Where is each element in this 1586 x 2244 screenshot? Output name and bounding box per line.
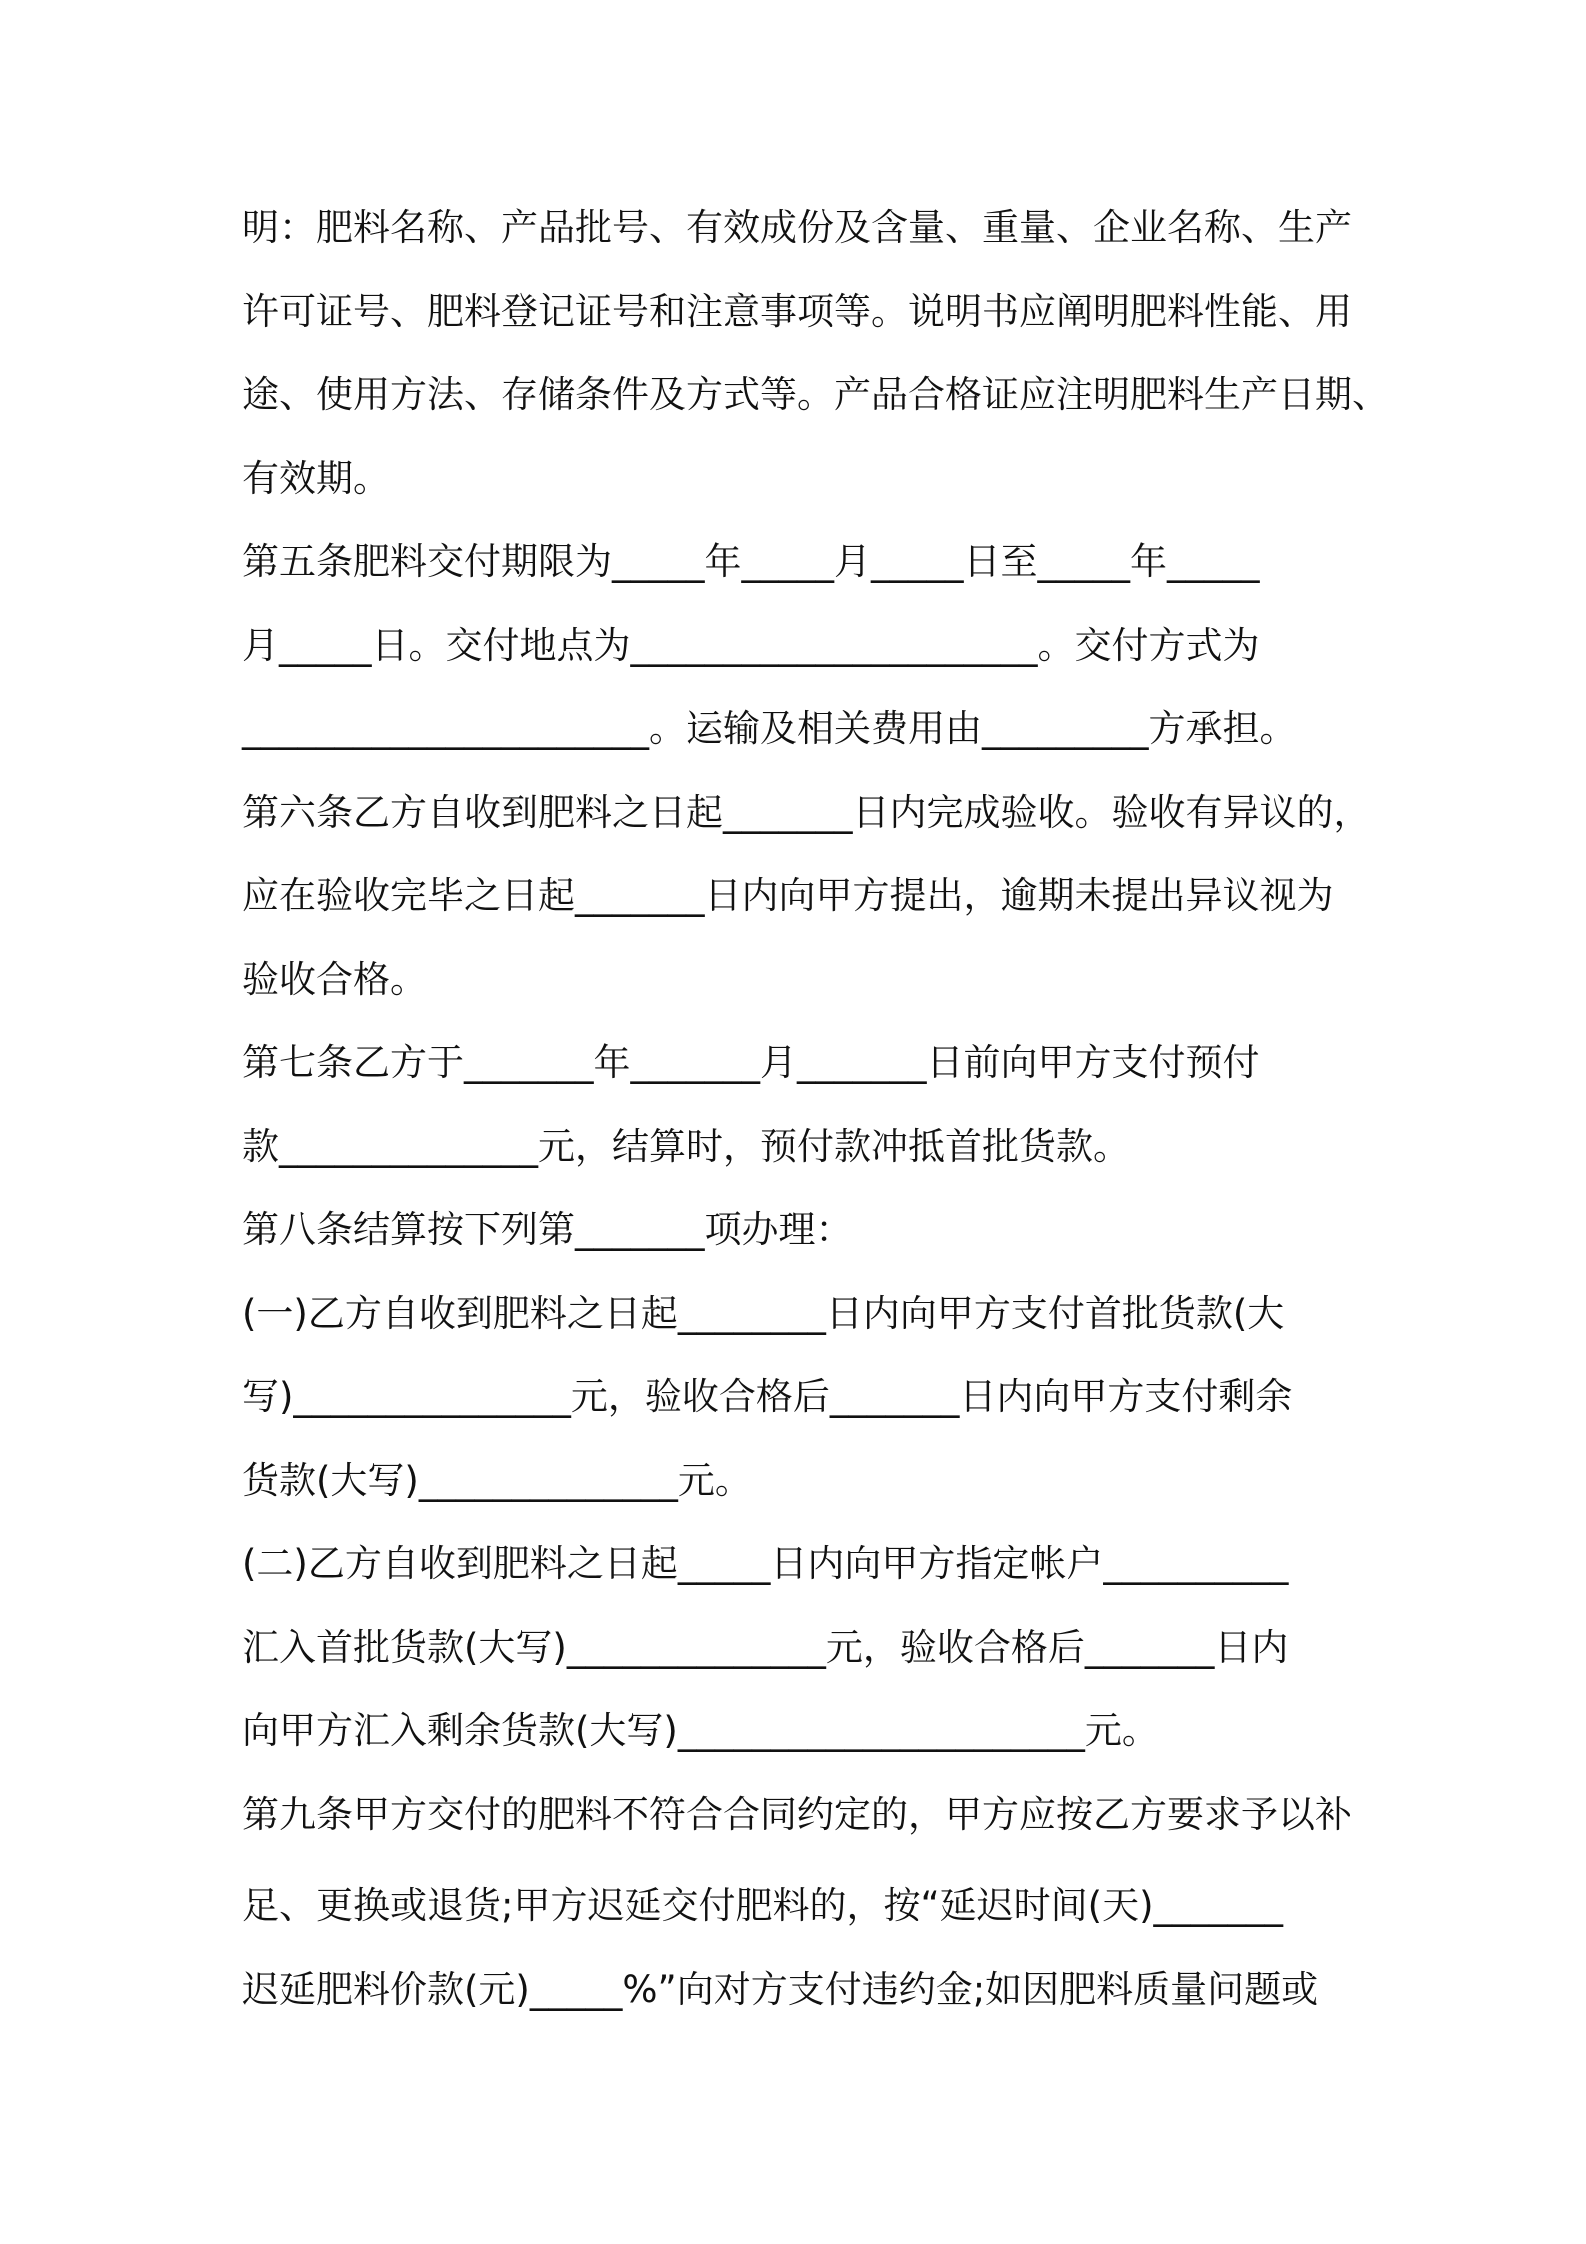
- text-line: (二)乙方自收到肥料之日起_____日内向甲方指定帐户__________: [242, 1542, 1289, 1585]
- text-line: 款______________元，结算时，预付款冲抵首批货款。: [242, 1125, 1130, 1168]
- text-line: ______________________。运输及相关费用由_________方承担。: [242, 707, 1297, 750]
- text-line: 写)_______________元，验收合格后_______日内向甲方支付剩余: [242, 1375, 1293, 1418]
- text-line: 汇入首批货款(大写)______________元，验收合格后_______日内: [242, 1626, 1289, 1669]
- text-line: 迟延肥料价款(元)_____%”向对方支付违约金;如因肥料质量问题或: [242, 1968, 1319, 2011]
- text-line: 月_____日。交付地点为______________________。交付方式为: [242, 624, 1260, 667]
- text-line: 验收合格。: [242, 958, 427, 1001]
- text-line: 许可证号、肥料登记证号和注意事项等。说明书应阐明肥料性能、用: [242, 290, 1352, 333]
- text-line: 足、更换或退货;甲方迟延交付肥料的，按“延迟时间(天)_______: [242, 1884, 1284, 1927]
- text-line: 第九条甲方交付的肥料不符合合同约定的，甲方应按乙方要求予以补: [242, 1793, 1352, 1836]
- text-line: 货款(大写)______________元。: [242, 1459, 752, 1502]
- text-line: 应在验收完毕之日起_______日内向甲方提出，逾期未提出异议视为: [242, 874, 1334, 917]
- text-line: (一)乙方自收到肥料之日起________日内向甲方支付首批货款(大: [242, 1292, 1285, 1335]
- text-line: 向甲方汇入剩余货款(大写)______________________元。: [242, 1709, 1159, 1752]
- text-line: 第六条乙方自收到肥料之日起_______日内完成验收。验收有异议的，: [242, 791, 1371, 834]
- text-line: 第八条结算按下列第_______项办理：: [242, 1208, 853, 1251]
- text-line: 途、使用方法、存储条件及方式等。产品合格证应注明肥料生产日期、: [242, 373, 1389, 416]
- text-line: 第五条肥料交付期限为_____年_____月_____日至_____年_____: [242, 540, 1260, 583]
- text-line: 第七条乙方于_______年_______月_______日前向甲方支付预付: [242, 1041, 1260, 1084]
- text-line: 有效期。: [242, 457, 390, 500]
- text-line: 明：肥料名称、产品批号、有效成份及含量、重量、企业名称、生产: [242, 206, 1352, 249]
